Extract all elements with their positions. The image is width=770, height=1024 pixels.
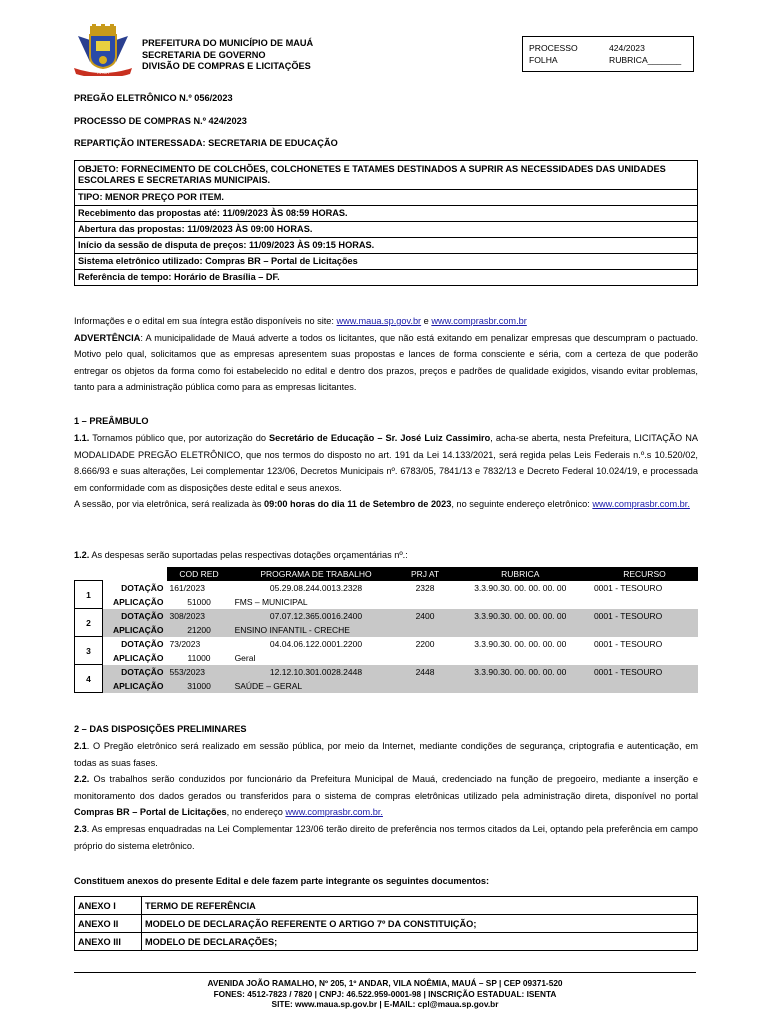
cod-red: 308/2023 [167, 609, 232, 623]
processo-compras: PROCESSO DE COMPRAS N.º 424/2023 [74, 116, 247, 126]
annex-row: ANEXO I TERMO DE REFERÊNCIA [75, 897, 698, 915]
aplicacao-code: 31000 [167, 679, 232, 693]
link-comprasbr-session[interactable]: www.comprasbr.com.br. [592, 499, 690, 510]
dotacao-row [75, 665, 699, 679]
object-row: Início da sessão de disputa de preços: 11/09/2023 ÀS 09:15 HORAS. [75, 238, 698, 254]
folha-label: FOLHA [529, 55, 558, 65]
aplicacao-code: 51000 [187, 596, 211, 607]
section-2-text: 2.1. O Pregão eletrônico será realizado em sessão pública, por meio da Internet, mediante condições de segurança, criptografia e autenticação, em todas as suas fases. 2.2. Os trabalhos serão conduzidos por funcionário da Prefeitura Municipal de Mauá, credenciado na função de pregoeiro, mediante a inserção e monitoramento dos dados gerados ou transferidos para o sistema de compras eletrônicas utilizado pela administração direta, disponível no portal Compras BR – Portal de Licitações, no endereço www.comprasbr.com.br. 2.3. As empresas enquadradas na Lei Complementar 123/06 terão direito de preferência nos termos citados da Lei, optando pela preferência em campo próprio do sistema eletrônico. [74, 741, 698, 851]
rubrica: 3.3.90.30. 00. 00. 00. 00 [474, 582, 567, 593]
footer-site: SITE: www.maua.sp.gov.br | E-MAIL: cpl@maua.sp.gov.br [271, 999, 499, 1009]
process-box [522, 36, 694, 72]
dotacao-label: DOTAÇÃO [103, 665, 167, 679]
col-header: PROGRAMA DE TRABALHO [232, 567, 401, 581]
processo-label: PROCESSO [529, 43, 578, 53]
col-header: RECURSO [591, 567, 698, 581]
reparticao: REPARTIÇÃO INTERESSADA: SECRETARIA DE EDUCAÇÃO [74, 138, 338, 148]
aplicacao-desc: ENSINO INFANTIL - CRECHE [232, 623, 698, 637]
dotacao-label: DOTAÇÃO [103, 609, 167, 623]
annexes-table [74, 896, 698, 951]
link-comprasbr[interactable]: www.comprasbr.com.br [431, 316, 527, 326]
prj-at: 2448 [400, 665, 449, 679]
footer-contacts: FONES: 4512-7823 / 7820 | CNPJ: 46.522.959-0001-98 | INSCRIÇÃO ESTADUAL: ISENTA [213, 988, 557, 999]
dotacao-number: 3 [75, 637, 103, 665]
programa-trabalho: 07.07.12.365.0016.2400 [232, 609, 401, 623]
advertencia-text: : A municipalidade de Mauá adverte a todos os licitantes, que não está exitando em penalizar empresas que descumpram o pactuado. Motivo pelo qual, solicitamos que as empresas apresentem suas propostas e lances de forma consciente e séria, com a certeza de que poderão entregar os objetos da forma como foi estabelecido no edital e dentro dos prazos, preços e padrões de qualidade exigidos, visando evitar problemas, tanto para a administração pública como para as empresas licitantes. [74, 332, 698, 393]
recurso: 0001 - TESOURO [593, 582, 663, 593]
programa-trabalho: 04.04.06.122.0001.2200 [269, 638, 363, 649]
prj-at: 2200 [415, 638, 435, 649]
footer-address: AVENIDA JOÃO RAMALHO, Nº 205, 1º ANDAR, VILA NOÊMIA, MAUÁ – SP | CEP 09371-520 [207, 978, 563, 988]
rubrica-label: RUBRICA_______ [609, 55, 682, 65]
annex-row: ANEXO II MODELO DE DECLARAÇÃO REFERENTE O ARTIGO 7º DA CONSTITUIÇÃO; [75, 915, 698, 933]
aplicacao-desc: SAÚDE – GERAL [232, 679, 698, 693]
aplicacao-code: 21200 [167, 623, 232, 637]
object-row: Abertura das propostas: 11/09/2023 ÀS 09:00 HORAS. [75, 222, 698, 238]
dotacao-row [75, 637, 699, 651]
dotacoes-table [74, 567, 698, 693]
pregao-number: PREGÃO ELETRÔNICO N.º 056/2023 [74, 93, 233, 103]
col-header: COD RED [167, 567, 232, 581]
aplicacao-desc: Geral [234, 652, 256, 663]
dotacao-number: 2 [75, 609, 103, 637]
footer [74, 978, 696, 1010]
dotacao-number: 1 [75, 581, 103, 609]
aplicacao-label: APLICAÇÃO [103, 623, 167, 637]
footer-divider [74, 972, 696, 973]
aplicacao-desc: FMS – MUNICIPAL [234, 596, 308, 607]
aplicacao-row [75, 595, 699, 609]
aplicacao-row [75, 651, 699, 665]
link-maua[interactable]: www.maua.sp.gov.br [336, 316, 422, 326]
aplicacao-label: APLICAÇÃO [112, 596, 164, 607]
intro-paragraph: Informações e o edital em sua íntegra estão disponíveis no site: www.maua.sp.gov.br e www.comprasbr.com.br ADVERTÊNCIA: A municipalidade de Mauá adverte a todos os licitantes, que não está exitando em penalizar empresas que descumpram o pactuado. Motivo pelo qual, solicitamos que as empresas apresentem suas propostas e lances de forma consciente e séria, com a certeza de que poderão entregar os objetos da forma como foi estabelecido no edital e dentro dos prazos, preços e padrões de qualidade exigidos, visando evitar problemas, tanto para a administração pública como para as empresas licitantes. [74, 316, 698, 393]
rubrica: 3.3.90.30. 00. 00. 00. 00 [450, 665, 591, 679]
aplicacao-label: APLICAÇÃO [112, 652, 164, 663]
annexes-intro: Constituem anexos do presente Edital e dele fazem parte integrante os seguintes documentos: [74, 876, 490, 886]
object-table [74, 160, 698, 286]
header-line-3: DIVISÃO DE COMPRAS E LICITAÇÕES [142, 61, 311, 71]
dotacao-row [75, 609, 699, 623]
programa-trabalho: 12.12.10.301.0028.2448 [232, 665, 401, 679]
aplicacao-row [75, 623, 699, 637]
prj-at: 2328 [415, 582, 435, 593]
rubrica: 3.3.90.30. 00. 00. 00. 00 [474, 638, 567, 649]
object-row: TIPO: MENOR PREÇO POR ITEM. [75, 190, 698, 206]
dotacao-label: DOTAÇÃO [121, 638, 164, 649]
cod-red: 73/2023 [169, 638, 201, 649]
object-row: Recebimento das propostas até: 11/09/2023 ÀS 08:59 HORAS. [75, 206, 698, 222]
object-row: Referência de tempo: Horário de Brasília – DF. [75, 270, 698, 286]
aplicacao-code: 11000 [187, 652, 211, 663]
dotacao-label: DOTAÇÃO [121, 582, 164, 593]
programa-trabalho: 05.29.08.244.0013.2328 [269, 582, 363, 593]
rubrica: 3.3.90.30. 00. 00. 00. 00 [450, 609, 591, 623]
coat-of-arms-icon [72, 24, 134, 76]
col-header: RUBRICA [450, 567, 591, 581]
object-row: Sistema eletrônico utilizado: Compras BR – Portal de Licitações [75, 254, 698, 270]
recurso: 0001 - TESOURO [593, 638, 663, 649]
col-header: PRJ AT [400, 567, 449, 581]
header-line-2: SECRETARIA DE GOVERNO [142, 49, 266, 60]
cod-red: 161/2023 [169, 582, 205, 593]
svg-text:MAUÁ: MAUÁ [97, 70, 109, 75]
dotacao-row [75, 581, 699, 595]
dotacao-number: 4 [75, 665, 103, 693]
prj-at: 2400 [400, 609, 449, 623]
section-1-2: 1.2. As despesas serão suportadas pelas respectivas dotações orçamentárias nº.: [74, 550, 408, 560]
recurso: 0001 - TESOURO [591, 665, 698, 679]
header-line-1: PREFEITURA DO MUNICÍPIO DE MAUÁ [142, 38, 314, 48]
advertencia-label: ADVERTÊNCIA [74, 332, 141, 343]
link-comprasbr-portal[interactable]: www.comprasbr.com.br. [285, 807, 383, 818]
processo-value: 424/2023 [609, 43, 645, 53]
section-1-title: 1 – PREÂMBULO [74, 416, 149, 426]
cod-red: 553/2023 [167, 665, 232, 679]
annex-row: ANEXO III MODELO DE DECLARAÇÕES; [75, 933, 698, 951]
recurso: 0001 - TESOURO [591, 609, 698, 623]
section-2-title: 2 – DAS DISPOSIÇÕES PRELIMINARES [74, 724, 247, 734]
aplicacao-row [75, 679, 699, 693]
aplicacao-label: APLICAÇÃO [103, 679, 167, 693]
object-row: OBJETO: FORNECIMENTO DE COLCHÕES, COLCHONETES E TATAMES DESTINADOS A SUPRIR AS NECESSIDADES DAS UNIDADES ESCOLARES E SECRETARIAS MUNICIPAIS. [75, 161, 698, 190]
section-1-text: 1.1. Tornamos público que, por autorização do Secretário de Educação – Sr. José Luiz Cassimiro, acha-se aberta, nesta Prefeitura, LICITAÇÃO NA MODALIDADE PREGÃO ELETRÔNICO, que nos termos do disposto no art. 191 da Lei 14.133/2021, será regida pelas Leis Federais n.º.s 10.520/02, 8.666/93 e suas alterações, Lei complementar 123/06, Decretos Municipais nº. 6783/05, 7841/13 e 7832/13 e Decreto Federal 10.024/19, e processada em conformidade com as disposições deste edital e seus anexos. A sessão, por via eletrônica, será realizada às 09:00 horas do dia 11 de Setembro de 2023, no seguinte endereço eletrônico: www.comprasbr.com.br. [74, 433, 698, 510]
